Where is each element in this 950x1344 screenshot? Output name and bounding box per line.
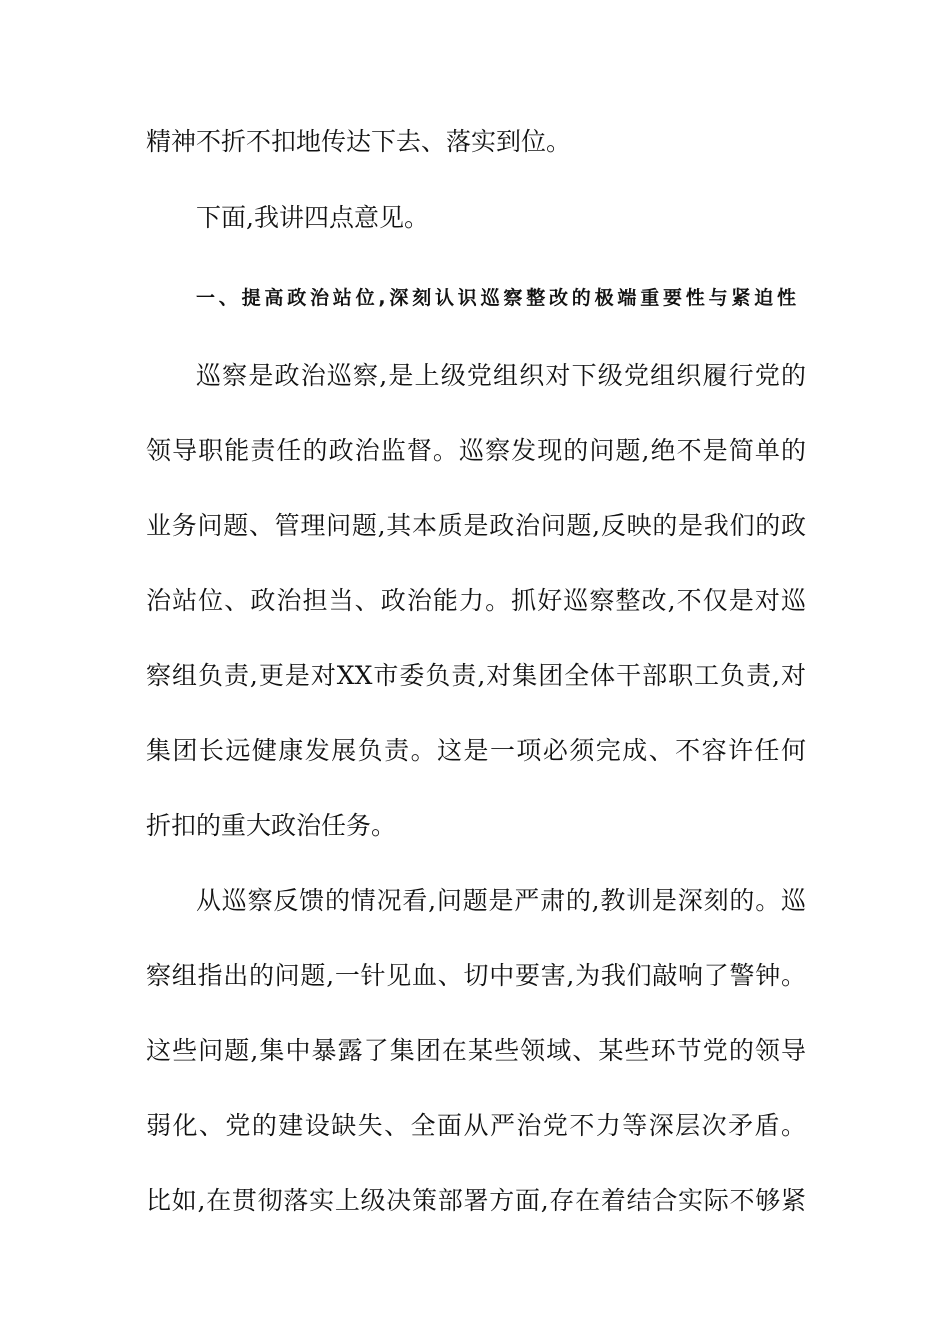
text-line-1: 精神不折不扣地传达下去、落实到位。 — [146, 127, 572, 156]
text-line-7: 治站位、政治担当、政治能力。抓好巡察整改,不仅是对巡 — [146, 586, 806, 615]
text-line-9: 集团长远健康发展负责。这是一项必须完成、不容许任何 — [146, 736, 806, 765]
text-line-4: 巡察是政治巡察,是上级党组织对下级党组织履行党的 — [196, 361, 806, 390]
text-line-13: 这些问题,集中暴露了集团在某些领域、某些环节党的领导 — [146, 1036, 806, 1065]
text-line-2: 下面,我讲四点意见。 — [196, 203, 429, 232]
text-line-10: 折扣的重大政治任务。 — [146, 811, 397, 840]
text-line-14: 弱化、党的建设缺失、全面从严治党不力等深层次矛盾。 — [146, 1111, 806, 1140]
text-line-6: 业务问题、管理问题,其本质是政治问题,反映的是我们的政 — [146, 511, 806, 540]
text-line-5: 领导职能责任的政治监督。巡察发现的问题,绝不是简单的 — [146, 436, 806, 465]
text-line-11: 从巡察反馈的情况看,问题是严肃的,教训是深刻的。巡 — [196, 886, 806, 915]
text-line-12: 察组指出的问题,一针见血、切中要害,为我们敲响了警钟。 — [146, 961, 806, 990]
text-line-8: 察组负责,更是对XX市委负责,对集团全体干部职工负责,对 — [146, 661, 806, 690]
text-line-15: 比如,在贯彻落实上级决策部署方面,存在着结合实际不够紧 — [146, 1186, 806, 1215]
section-heading: 一、提高政治站位,深刻认识巡察整改的极端重要性与紧迫性 — [196, 287, 796, 309]
